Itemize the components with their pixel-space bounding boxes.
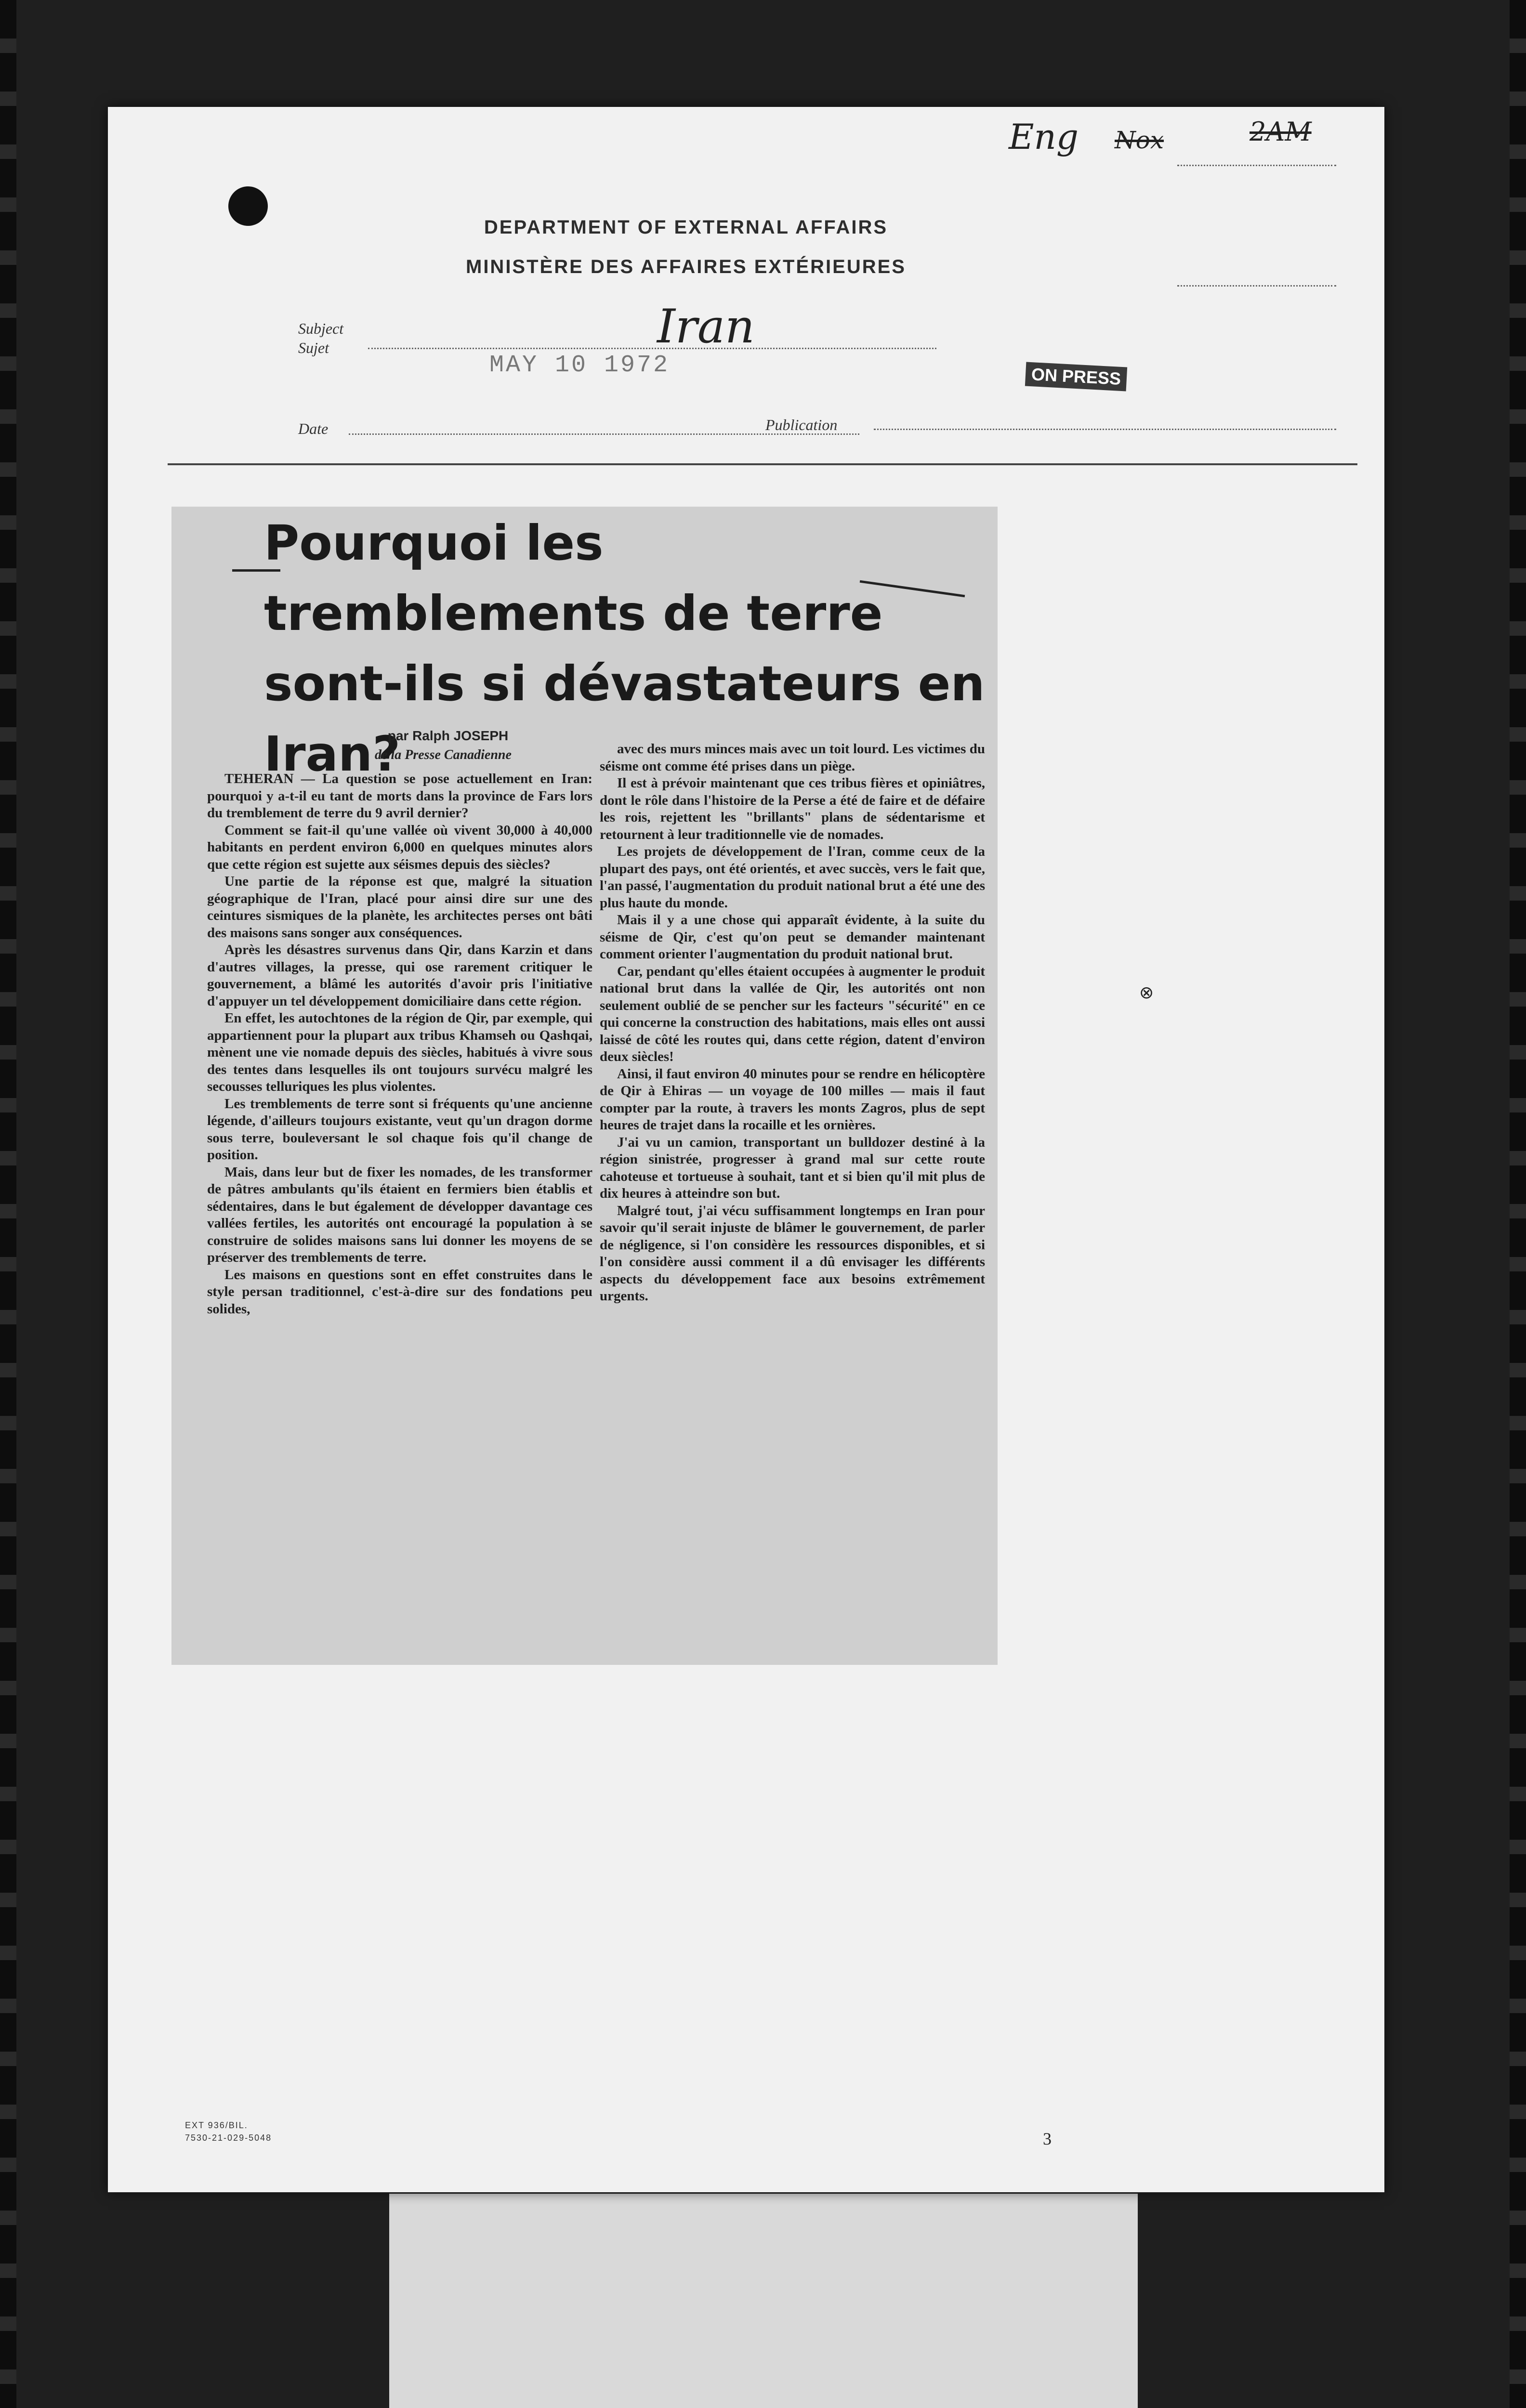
article-column-2: [600, 741, 985, 1305]
top-right-line: [1177, 165, 1336, 166]
paragraph: avec des murs minces mais avec un toit lourd. Les victimes du séisme ont comme été prises dans un piège.: [600, 741, 985, 774]
next-page-edge: [389, 2194, 1138, 2408]
form-code-line-2: 7530-21-029-5048: [185, 2133, 272, 2143]
subject-handwritten: Iran: [657, 300, 755, 353]
handwritten-mark-2: Nox: [1115, 126, 1164, 154]
handwritten-mark-1: Eng: [1009, 117, 1079, 157]
paragraph: Une partie de la réponse est que, malgré la situation géographique de l'Iran, placé pour ainsi dire sur une des ceintures sismiques de la planète, les architectes perses ont bâti des maisons sans songer aux conséquences.: [207, 874, 592, 941]
paragraph: Les maisons en questions sont en effet construites dans le style persan traditionnel, c'est-à-dire sur des fondations peu solides,: [207, 1267, 592, 1317]
paragraph: Comment se fait-il qu'une vallée où vivent 30,000 à 40,000 habitants en perdent environ 6,000 en quelques minutes alors que cette région est sujette aux séismes depuis des siècles?: [207, 822, 592, 872]
top-right-line-2: [1177, 285, 1336, 287]
paragraph: TEHERAN — La question se pose actuellement en Iran: pourquoi y a-t-il eu tant de morts dans la province de Fars lors du tremblement de terre du 9 avril dernier?: [207, 771, 592, 821]
sujet-label: Sujet: [298, 339, 329, 356]
film-edge-left: [0, 0, 16, 2408]
department-title-en: DEPARTMENT OF EXTERNAL AFFAIRS: [484, 217, 888, 238]
subject-label: Subject: [298, 320, 344, 337]
date-stamp: MAY 10 1972: [489, 352, 670, 379]
paragraph: Mais il y a une chose qui apparaît évidente, à la suite du séisme de Qir, c'est qu'on peut se demander maintenant comment orienter l'augmentation du produit national brut.: [600, 912, 985, 962]
article-agency: de la Presse Canadienne: [375, 747, 512, 762]
subject-line: [368, 348, 936, 349]
side-mark: ⊗: [1139, 983, 1154, 1002]
paragraph: Mais, dans leur but de fixer les nomades, de les transformer de pâtres ambulants qu'ils étaient en fermiers bien établis et sédentaires, dans le but également de développer davantage ces vallées fertiles, les autorités ont encouragé la population à se construire de solides maisons sans lui donner les moyens de se préserver des tremblements de terre.: [207, 1164, 592, 1265]
paragraph: En effet, les autochtones de la région de Qir, par exemple, qui appartiennent pour la plupart aux tribus Khamseh ou Qashqai, mènent une vie nomade depuis des siècles, habitués à vivre sous des tentes dans lesquelles ils ont toujours survécu malgré les secousses telluriques les plus violentes.: [207, 1010, 592, 1094]
article-headline: Pourquoi les tremblements de terre sont-ils si dévastateurs en Iran?: [264, 515, 985, 782]
punch-hole: [228, 186, 268, 226]
date-label: Date: [298, 420, 329, 437]
paragraph: Ainsi, il faut environ 40 minutes pour se rendre en hélicoptère de Qir à Ehiras — un voyage de 100 milles — mais il faut compter par la route, à travers les monts Zagros, plus de sept heures de trajet dans la rocaille et les ornières.: [600, 1066, 985, 1133]
film-edge-right: [1510, 0, 1526, 2408]
form-code-line-1: EXT 936/BIL.: [185, 2120, 248, 2130]
publication-line: [874, 429, 1336, 430]
handwritten-mark-3: 2AM: [1250, 117, 1312, 147]
paragraph: Les projets de développement de l'Iran, comme ceux de la plupart des pays, ont été orientés, et avec succès, vers le fait que, l'an passé, l'augmentation du produit national brut a été une des plus haute du monde.: [600, 844, 985, 911]
paragraph: Les tremblements de terre sont si fréquents qu'une ancienne légende, d'ailleurs toujours existante, veut qu'un dragon dorme sous terre, bouleversant le sol chaque fois qu'il change de position.: [207, 1096, 592, 1163]
publication-label: Publication: [765, 416, 838, 433]
article-column-1: [207, 771, 592, 1318]
form-code: [185, 2119, 272, 2144]
paragraph: J'ai vu un camion, transportant un bulldozer destiné à la région sinistrée, progresser à grand mal sur cette route cahoteuse et tortueuse à souhait, tant et si bien qu'il mit plus de dix heures à atteindre son but.: [600, 1134, 985, 1201]
paragraph: Il est à prévoir maintenant que ces tribus fières et opiniâtres, dont le rôle dans l'histoire de la Perse a été de faire et de défaire les rois, rejettent les "brillants" plans de sédentarisme et retournent à leur traditionnelle vie de nomades.: [600, 775, 985, 842]
paragraph: Après les désastres survenus dans Qir, dans Karzin et dans d'autres villages, la presse, qui ose rarement critiquer le gouvernement, a blâmé les autorités d'avoir pris l'initiative d'appuyer un tel développement domiciliaire dans cette région.: [207, 942, 592, 1009]
article-byline: par Ralph JOSEPH: [387, 728, 509, 743]
paragraph: Car, pendant qu'elles étaient occupées à augmenter le produit national brut dans la vallée de Qir, les autorités ont non seulement oublié de se pencher sur les facteurs "sécurité" en ce qui concerne la construction des habitations, mais elles ont aussi laissé de côté les routes qui, dans cette région, datent d'environ deux siècles!: [600, 963, 985, 1064]
page-mark: 3: [1043, 2129, 1052, 2148]
header-rule: [168, 463, 1357, 465]
department-title-fr: MINISTÈRE DES AFFAIRES EXTÉRIEURES: [466, 256, 906, 277]
paragraph: Malgré tout, j'ai vécu suffisamment longtemps en Iran pour savoir qu'il serait injuste de blâmer le gouvernement, de parler de négligence, si l'on considère les ressources disponibles, et si l'on considère aussi comment il a dû envisager les différents aspects du développement face aux besoins extrêmement urgents.: [600, 1203, 985, 1304]
press-stamp: ON PRESS: [1025, 362, 1127, 392]
